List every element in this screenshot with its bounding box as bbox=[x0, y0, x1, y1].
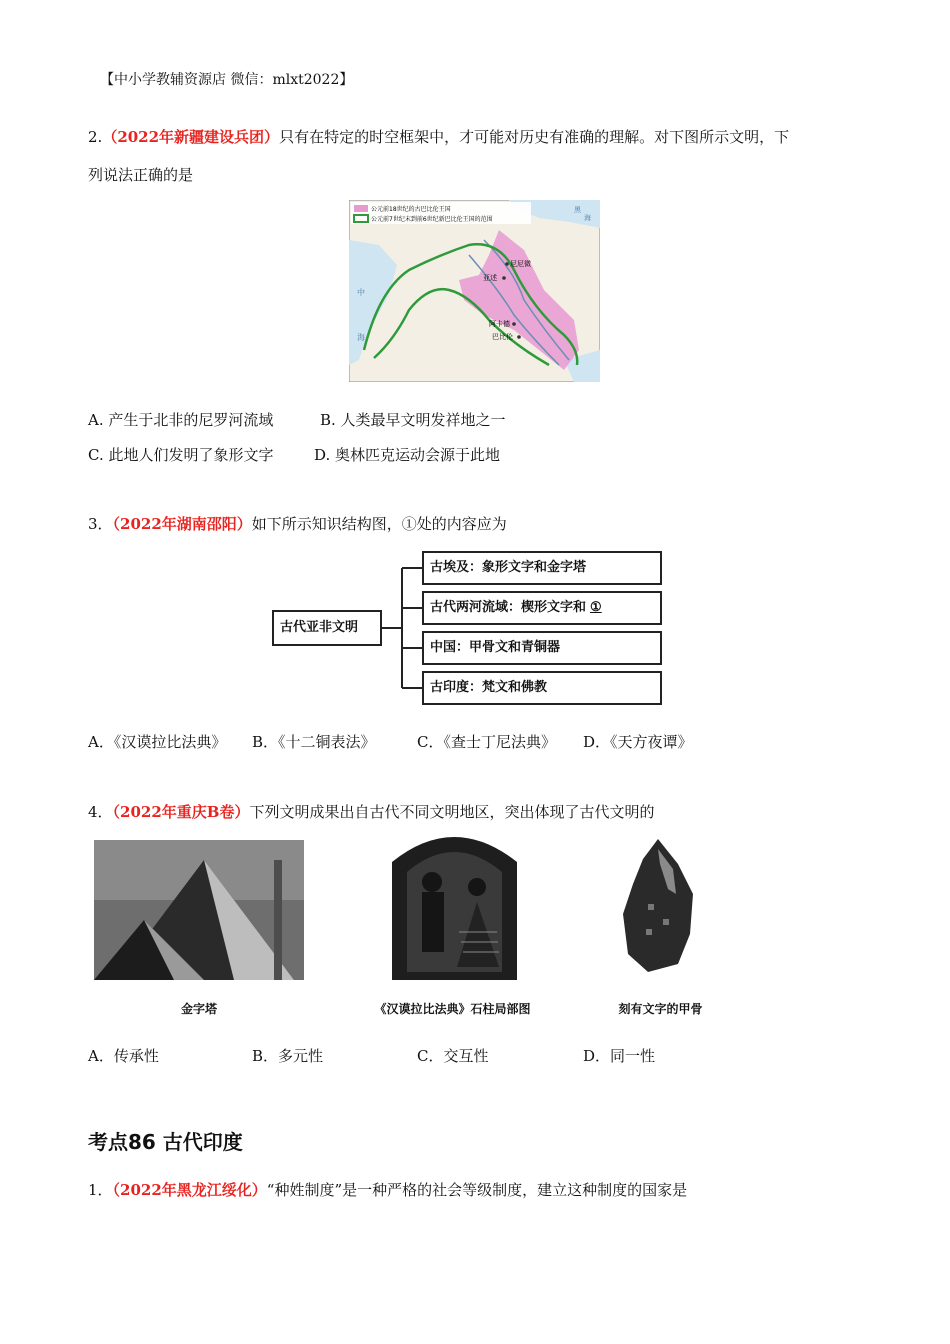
section-heading: 考点86 古代印度 bbox=[88, 1130, 243, 1154]
option-b: B. 人类最早文明发祥地之一 bbox=[320, 411, 506, 429]
map-top-label: 黑 bbox=[574, 206, 581, 214]
question-number: 1． bbox=[88, 1181, 113, 1199]
option-a: A．《汉谟拉比法典》 bbox=[88, 733, 227, 751]
hammurabi-stele-image bbox=[387, 822, 522, 980]
question-number: 2. bbox=[88, 128, 103, 146]
question-source: （2022年重庆B卷） bbox=[112, 803, 250, 821]
knowledge-diagram bbox=[270, 548, 665, 708]
caption-oracle-bone: 刻有文字的甲骨 bbox=[618, 1002, 703, 1016]
blank-marker: ① bbox=[590, 600, 602, 615]
option-a: A．传承性 bbox=[88, 1047, 159, 1065]
question-number: 3． bbox=[88, 515, 113, 533]
map-city-assur: 亚述 bbox=[483, 274, 497, 282]
question-text: “种姓制度”是一种严格的社会等级制度，建立这种制度的国家是 bbox=[266, 1181, 688, 1199]
diagram-branch-india: 古印度：梵文和佛教 bbox=[422, 671, 662, 705]
question-text: 只有在特定的时空框架中，才可能对历史有准确的理解。对下图所示文明，下 bbox=[279, 128, 790, 146]
diagram-branch-china: 中国：甲骨文和青铜器 bbox=[422, 631, 662, 665]
question-source: （2022年新疆建设兵团） bbox=[102, 128, 280, 146]
map-city-babylon: 巴比伦 bbox=[492, 333, 513, 341]
question-4-line bbox=[88, 802, 655, 822]
option-c: C．交互性 bbox=[417, 1047, 489, 1065]
map-top-label-2: 海 bbox=[584, 214, 591, 222]
map-sea-label: 中 bbox=[357, 288, 365, 297]
question-source: （2022年黑龙江绥化） bbox=[112, 1181, 267, 1199]
map-sea-label-2: 海 bbox=[357, 333, 365, 342]
question-number: 4． bbox=[88, 803, 113, 821]
oracle-bone-image bbox=[618, 834, 698, 974]
page-header: 【中小学教辅资源店 微信：mlxt2022】 bbox=[100, 72, 354, 88]
diagram-root: 古代亚非文明 bbox=[272, 610, 382, 646]
question-source: （2022年湖南邵阳） bbox=[112, 515, 252, 533]
option-d: D．《天方夜谭》 bbox=[583, 733, 693, 751]
question-2-line2: 列说法正确的是 bbox=[88, 166, 194, 184]
mesopotamia-map bbox=[349, 200, 600, 382]
diagram-branch-mesopotamia bbox=[422, 591, 662, 625]
option-b: B．《十二铜表法》 bbox=[252, 733, 376, 751]
map-legend-1: 公元前18世纪的古巴比伦王国 bbox=[371, 206, 451, 213]
map-legend-2: 公元前7世纪末到前6世纪新巴比伦王国的范围 bbox=[371, 216, 493, 223]
caption-pyramid: 金字塔 bbox=[180, 1002, 217, 1016]
map-city-nineveh: 尼尼微 bbox=[510, 260, 531, 268]
question-3-line bbox=[88, 514, 507, 534]
question-text: 下列文明成果出自古代不同文明地区，突出体现了古代文明的 bbox=[249, 803, 655, 821]
option-b: B．多元性 bbox=[252, 1047, 324, 1065]
question-2-line1 bbox=[88, 127, 789, 147]
caption-stele: 《汉谟拉比法典》石柱局部图 bbox=[374, 1002, 531, 1016]
option-d: D．同一性 bbox=[583, 1047, 656, 1065]
map-city-akkad: 阿卡德 bbox=[489, 320, 510, 328]
section-question-1-line bbox=[88, 1180, 687, 1200]
diagram-branch-egypt: 古埃及：象形文字和金字塔 bbox=[422, 551, 662, 585]
option-c: C．《查士丁尼法典》 bbox=[417, 733, 556, 751]
pyramid-image bbox=[94, 840, 304, 980]
question-text: 如下所示知识结构图，①处的内容应为 bbox=[251, 515, 507, 533]
option-a: A. 产生于北非的尼罗河流域 bbox=[88, 411, 274, 429]
branch-text: 古代两河流域：楔形文字和 bbox=[430, 600, 587, 615]
option-d: D. 奥林匹克运动会源于此地 bbox=[314, 446, 501, 464]
option-c: C. 此地人们发明了象形文字 bbox=[88, 446, 274, 464]
